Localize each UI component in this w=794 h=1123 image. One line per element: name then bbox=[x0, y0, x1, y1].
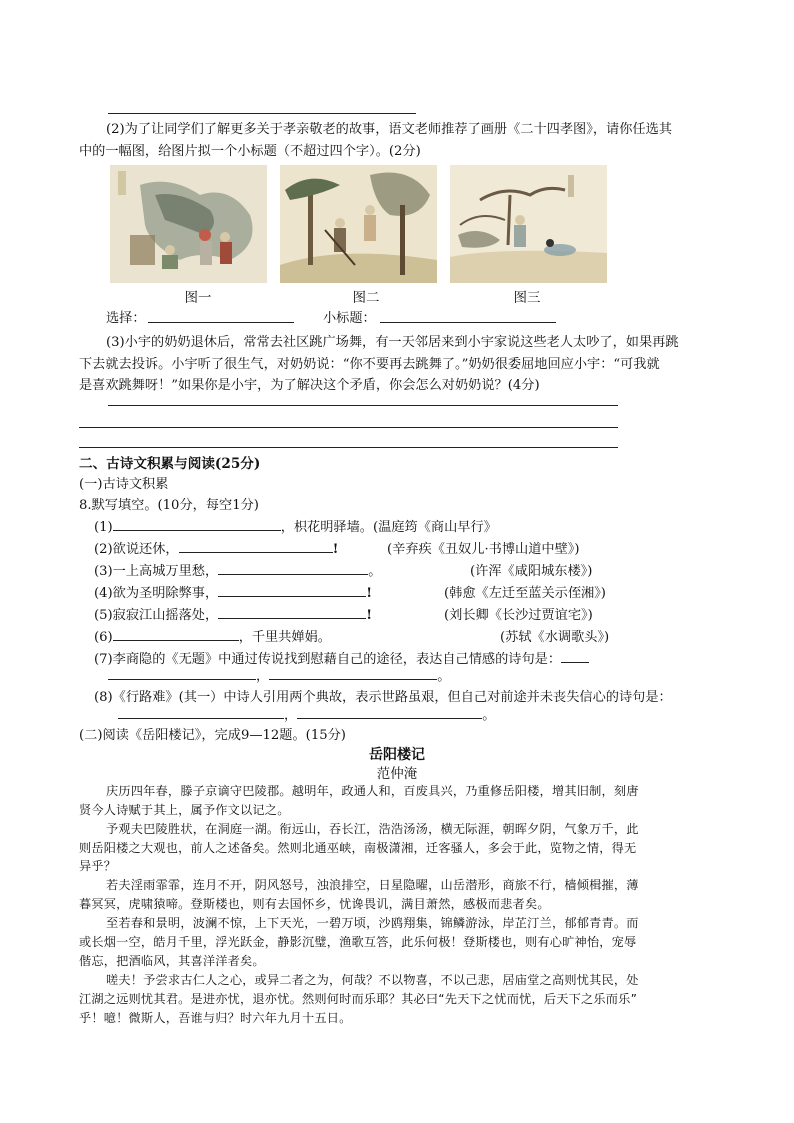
q3-text-line3: 是喜欢跳舞呀！”如果你是小宇，为了解决这个矛盾，你会怎么对奶奶说？(4分) bbox=[79, 378, 540, 393]
q3-text-line1: (3)小宇的奶奶退休后，常常去社区跳广场舞，有一天邻居来到小宇家说这些老人太吵了，如果再跳 bbox=[106, 335, 679, 350]
fill-5-source: (刘长卿《长沙过贾谊宅》) bbox=[444, 608, 593, 623]
fill-5-blank[interactable] bbox=[218, 605, 366, 619]
essay-line: 异乎？ bbox=[79, 859, 117, 873]
fill-3-source: (许浑《咸阳城东楼》) bbox=[470, 564, 593, 579]
fill-2-prefix: (2)欲说还休， bbox=[94, 542, 179, 557]
fill-line-5 bbox=[94, 604, 372, 623]
painting-figure-1 bbox=[110, 165, 267, 283]
figure-2-caption: 图二 bbox=[352, 290, 380, 306]
part1-title: (一)古诗文积累 bbox=[79, 477, 169, 492]
fill-7-blank-a[interactable] bbox=[561, 649, 589, 663]
essay-line: 则岳阳楼之大观也，前人之述备矣。然则北通巫峡，南极潇湘，迁客骚人，多会于此，览物之情，得无 bbox=[79, 841, 637, 855]
section2-title: 二、古诗文积累与阅读(25分) bbox=[79, 456, 261, 472]
fill-8-question: (8)《行路难》(其一）中诗人引用两个典故，表示世路虽艰，但自己对前途并未丧失信心的诗句是： bbox=[94, 690, 672, 705]
figure-3-caption: 图三 bbox=[513, 290, 541, 306]
fill-2-blank[interactable] bbox=[179, 539, 333, 553]
fill-line-6 bbox=[94, 626, 331, 645]
essay-line: 江湖之远则忧其君。是进亦忧，退亦忧。然则何时而乐耶？其必曰“先天下之忧而忧，后天下之乐而乐” bbox=[79, 992, 638, 1006]
fill-2-mark: ! bbox=[332, 542, 339, 557]
essay-line: 庆历四年春，滕子京谪守巴陵郡。越明年，政通人和，百废具兴，乃重修岳阳楼，增其旧制，刻唐 bbox=[106, 784, 639, 798]
fill-line-3 bbox=[94, 560, 381, 579]
subtitle-answer-field[interactable] bbox=[380, 322, 556, 323]
essay-author: 范仲淹 bbox=[376, 766, 418, 782]
subtitle-label: 小标题： bbox=[323, 311, 376, 326]
fill-8-sep: ， bbox=[284, 708, 298, 723]
fill-7-answer bbox=[108, 665, 450, 684]
q2-text-line2: 中的一幅图，给图片拟一个小标题（不超过四个字）。(2分) bbox=[79, 144, 421, 159]
essay-line: 予观夫巴陵胜状，在洞庭一湖。衔远山，吞长江，浩浩汤汤，横无际涯，朝晖夕阴，气象万千，此 bbox=[106, 822, 639, 836]
fill-1-blank[interactable] bbox=[113, 517, 281, 531]
essay-line: 乎！噫！微斯人，吾谁与归？时六年九月十五日。 bbox=[79, 1011, 352, 1025]
essay-line: 或长烟一空，皓月千里，浮光跃金，静影沉璧，渔歌互答，此乐何极！登斯楼也，则有心旷神怡，宠辱 bbox=[79, 935, 637, 949]
fill-7-blank-b[interactable] bbox=[108, 666, 256, 680]
fill-line-2 bbox=[94, 538, 338, 557]
painting-figure-3 bbox=[450, 165, 607, 283]
fill-6-suffix: ，千里共婵娟。 bbox=[238, 630, 331, 645]
q8-title: 8.默写填空。(10分，每空1分) bbox=[79, 498, 259, 513]
fill-line-1 bbox=[94, 516, 497, 535]
painting-figure-2 bbox=[280, 165, 437, 283]
fill-4-mark: ! bbox=[366, 586, 372, 601]
fill-4-source: (韩愈《左迁至蓝关示侄湘》) bbox=[444, 586, 606, 601]
select-answer-field[interactable] bbox=[148, 322, 294, 323]
fill-4-blank[interactable] bbox=[218, 583, 366, 597]
fill-5-prefix: (5)寂寂江山摇落处， bbox=[94, 608, 219, 623]
fill-3-mark: 。 bbox=[368, 564, 382, 579]
fill-8-blank-b[interactable] bbox=[297, 705, 482, 719]
select-label: 选择： bbox=[106, 311, 146, 326]
fill-7-text: (7)李商隐的《无题》中通过传说找到慰藉自己的途径，表达自己情感的诗句是： bbox=[94, 652, 562, 667]
q2-text-line1: (2)为了让同学们了解更多关于孝亲敬老的故事，语文老师推荐了画册《二十四孝图》，请你任选其 bbox=[106, 122, 672, 137]
q3-answer-line-2[interactable] bbox=[79, 427, 618, 428]
fill-6-prefix: (6) bbox=[94, 630, 113, 645]
q3-text-line2: 下去就去投诉。小宇听了很生气，对奶奶说：“你不要再去跳舞了。”奶奶很委屈地回应小宇：“可我就 bbox=[79, 357, 660, 372]
q3-answer-line-3[interactable] bbox=[79, 447, 618, 448]
fill-7-blank-c[interactable] bbox=[269, 666, 437, 680]
q3-answer-line-1[interactable] bbox=[108, 405, 618, 406]
fill-3-prefix: (3)一上高城万里愁， bbox=[94, 564, 219, 579]
fill-8-end: 。 bbox=[482, 708, 496, 723]
fill-6-blank[interactable] bbox=[113, 627, 239, 641]
fill-2-source: (辛弃疾《丑奴儿·书博山道中壁》) bbox=[387, 542, 580, 557]
answer-line-top[interactable] bbox=[108, 113, 416, 114]
essay-line: 暮冥冥，虎啸猿啼。登斯楼也，则有去国怀乡，忧谗畏讥，满目萧然，感极而悲者矣。 bbox=[79, 897, 550, 911]
fill-1-suffix: ，枳花明驿墙。(温庭筠《商山早行》 bbox=[280, 520, 497, 535]
essay-line: 嗟夫！予尝求古仁人之心，或异二者之为，何哉？不以物喜，不以己悲，居庙堂之高则忧其民，处 bbox=[106, 973, 639, 987]
part2-title: (二)阅读《岳阳楼记》，完成9—12题。(15分) bbox=[79, 728, 346, 743]
fill-4-prefix: (4)欲为圣明除弊事， bbox=[94, 586, 219, 601]
fill-1-prefix: (1) bbox=[94, 520, 113, 535]
fill-3-blank[interactable] bbox=[218, 561, 368, 575]
essay-line: 至若春和景明，波澜不惊，上下天光，一碧万顷，沙鸥翔集，锦鳞游泳，岸芷汀兰，郁郁青青。而 bbox=[106, 916, 639, 930]
fill-7-end: 。 bbox=[437, 669, 451, 684]
fill-8-answer bbox=[118, 704, 495, 723]
figure-1-caption: 图一 bbox=[184, 290, 212, 306]
essay-line: 贤今人诗赋于其上，属予作文以记之。 bbox=[79, 803, 290, 817]
fill-5-mark: ! bbox=[366, 608, 372, 623]
fill-6-source: (苏轼《水调歌头》) bbox=[500, 630, 610, 645]
fill-line-4 bbox=[94, 582, 372, 601]
essay-line: 若夫淫雨霏霏，连月不开，阴风怒号，浊浪排空，日星隐曜，山岳潜形，商旅不行，樯倾楫摧，薄 bbox=[106, 878, 639, 892]
fill-8-blank-a[interactable] bbox=[118, 705, 284, 719]
essay-line: 偕忘，把酒临风，其喜洋洋者矣。 bbox=[79, 954, 265, 968]
fill-7-sep: ， bbox=[256, 669, 270, 684]
essay-title: 岳阳楼记 bbox=[369, 747, 425, 763]
